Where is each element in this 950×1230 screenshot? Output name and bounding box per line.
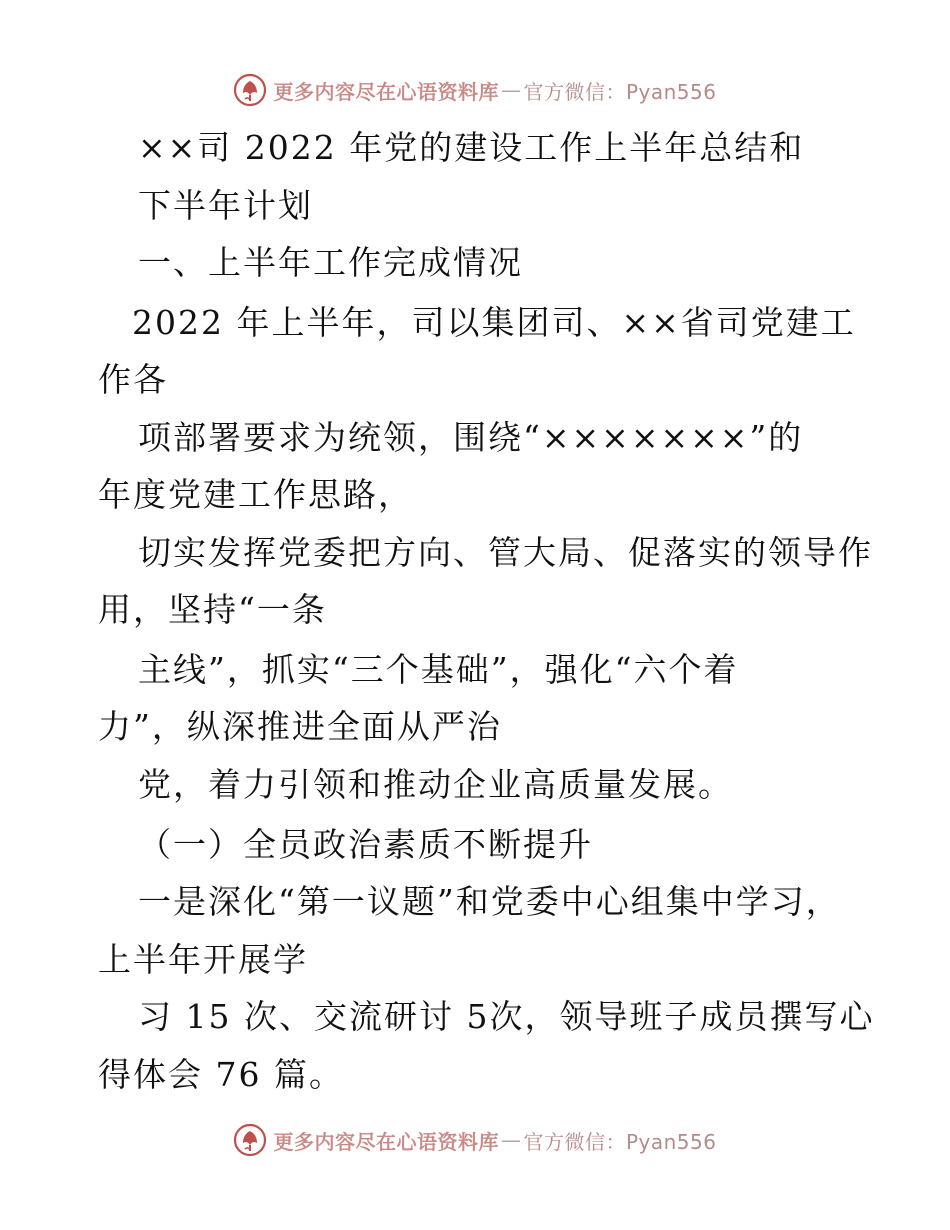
paragraph-line: 一是深化“第一议题”和党委中心组集中学习，	[138, 882, 841, 921]
paragraph-line: 力”，纵深推进全面从严治	[98, 707, 502, 746]
paragraph-line: 主线”，抓实“三个基础”，强化“六个着	[138, 650, 739, 689]
watermark-brand-text: 更多内容尽在心语资料库	[273, 79, 499, 104]
section-heading: 一、上半年工作完成情况	[138, 243, 523, 282]
footer-watermark	[0, 1120, 950, 1160]
paragraph-line: 作各	[98, 360, 168, 399]
paragraph-line: 切实发挥党委把方向、管大局、促落实的领导作	[138, 533, 873, 572]
subsection-heading: （一）全员政治素质不断提升	[138, 825, 593, 864]
paragraph-line: 用，坚持“一条	[98, 590, 327, 629]
paragraph-line: 党，着力引领和推动企业高质量发展。	[138, 765, 733, 804]
red-tulip-logo-icon	[233, 1123, 267, 1157]
paragraph-line: 习 15 次、交流研讨 5次，领导班子成员撰写心	[138, 997, 875, 1036]
watermark-separator: —	[500, 78, 522, 102]
document-title-line-1: ××司 2022 年党的建设工作上半年总结和	[138, 128, 805, 167]
watermark-separator: —	[500, 1128, 522, 1152]
paragraph-line: 年度党建工作思路，	[98, 475, 413, 514]
watermark-contact-text: 官方微信：Pyan556	[523, 79, 717, 104]
paragraph-line: 上半年开展学	[98, 940, 308, 979]
paragraph-line: 得体会 76 篇。	[98, 1055, 344, 1094]
paragraph-line: 2022 年上半年，司以集团司、××省司党建工	[132, 303, 856, 342]
watermark-brand-text: 更多内容尽在心语资料库	[273, 1129, 499, 1154]
watermark-contact-text: 官方微信：Pyan556	[523, 1129, 717, 1154]
document-title-line-2: 下半年计划	[138, 186, 313, 225]
paragraph-line: 项部署要求为统领，围绕“×××××××”的	[138, 418, 804, 457]
